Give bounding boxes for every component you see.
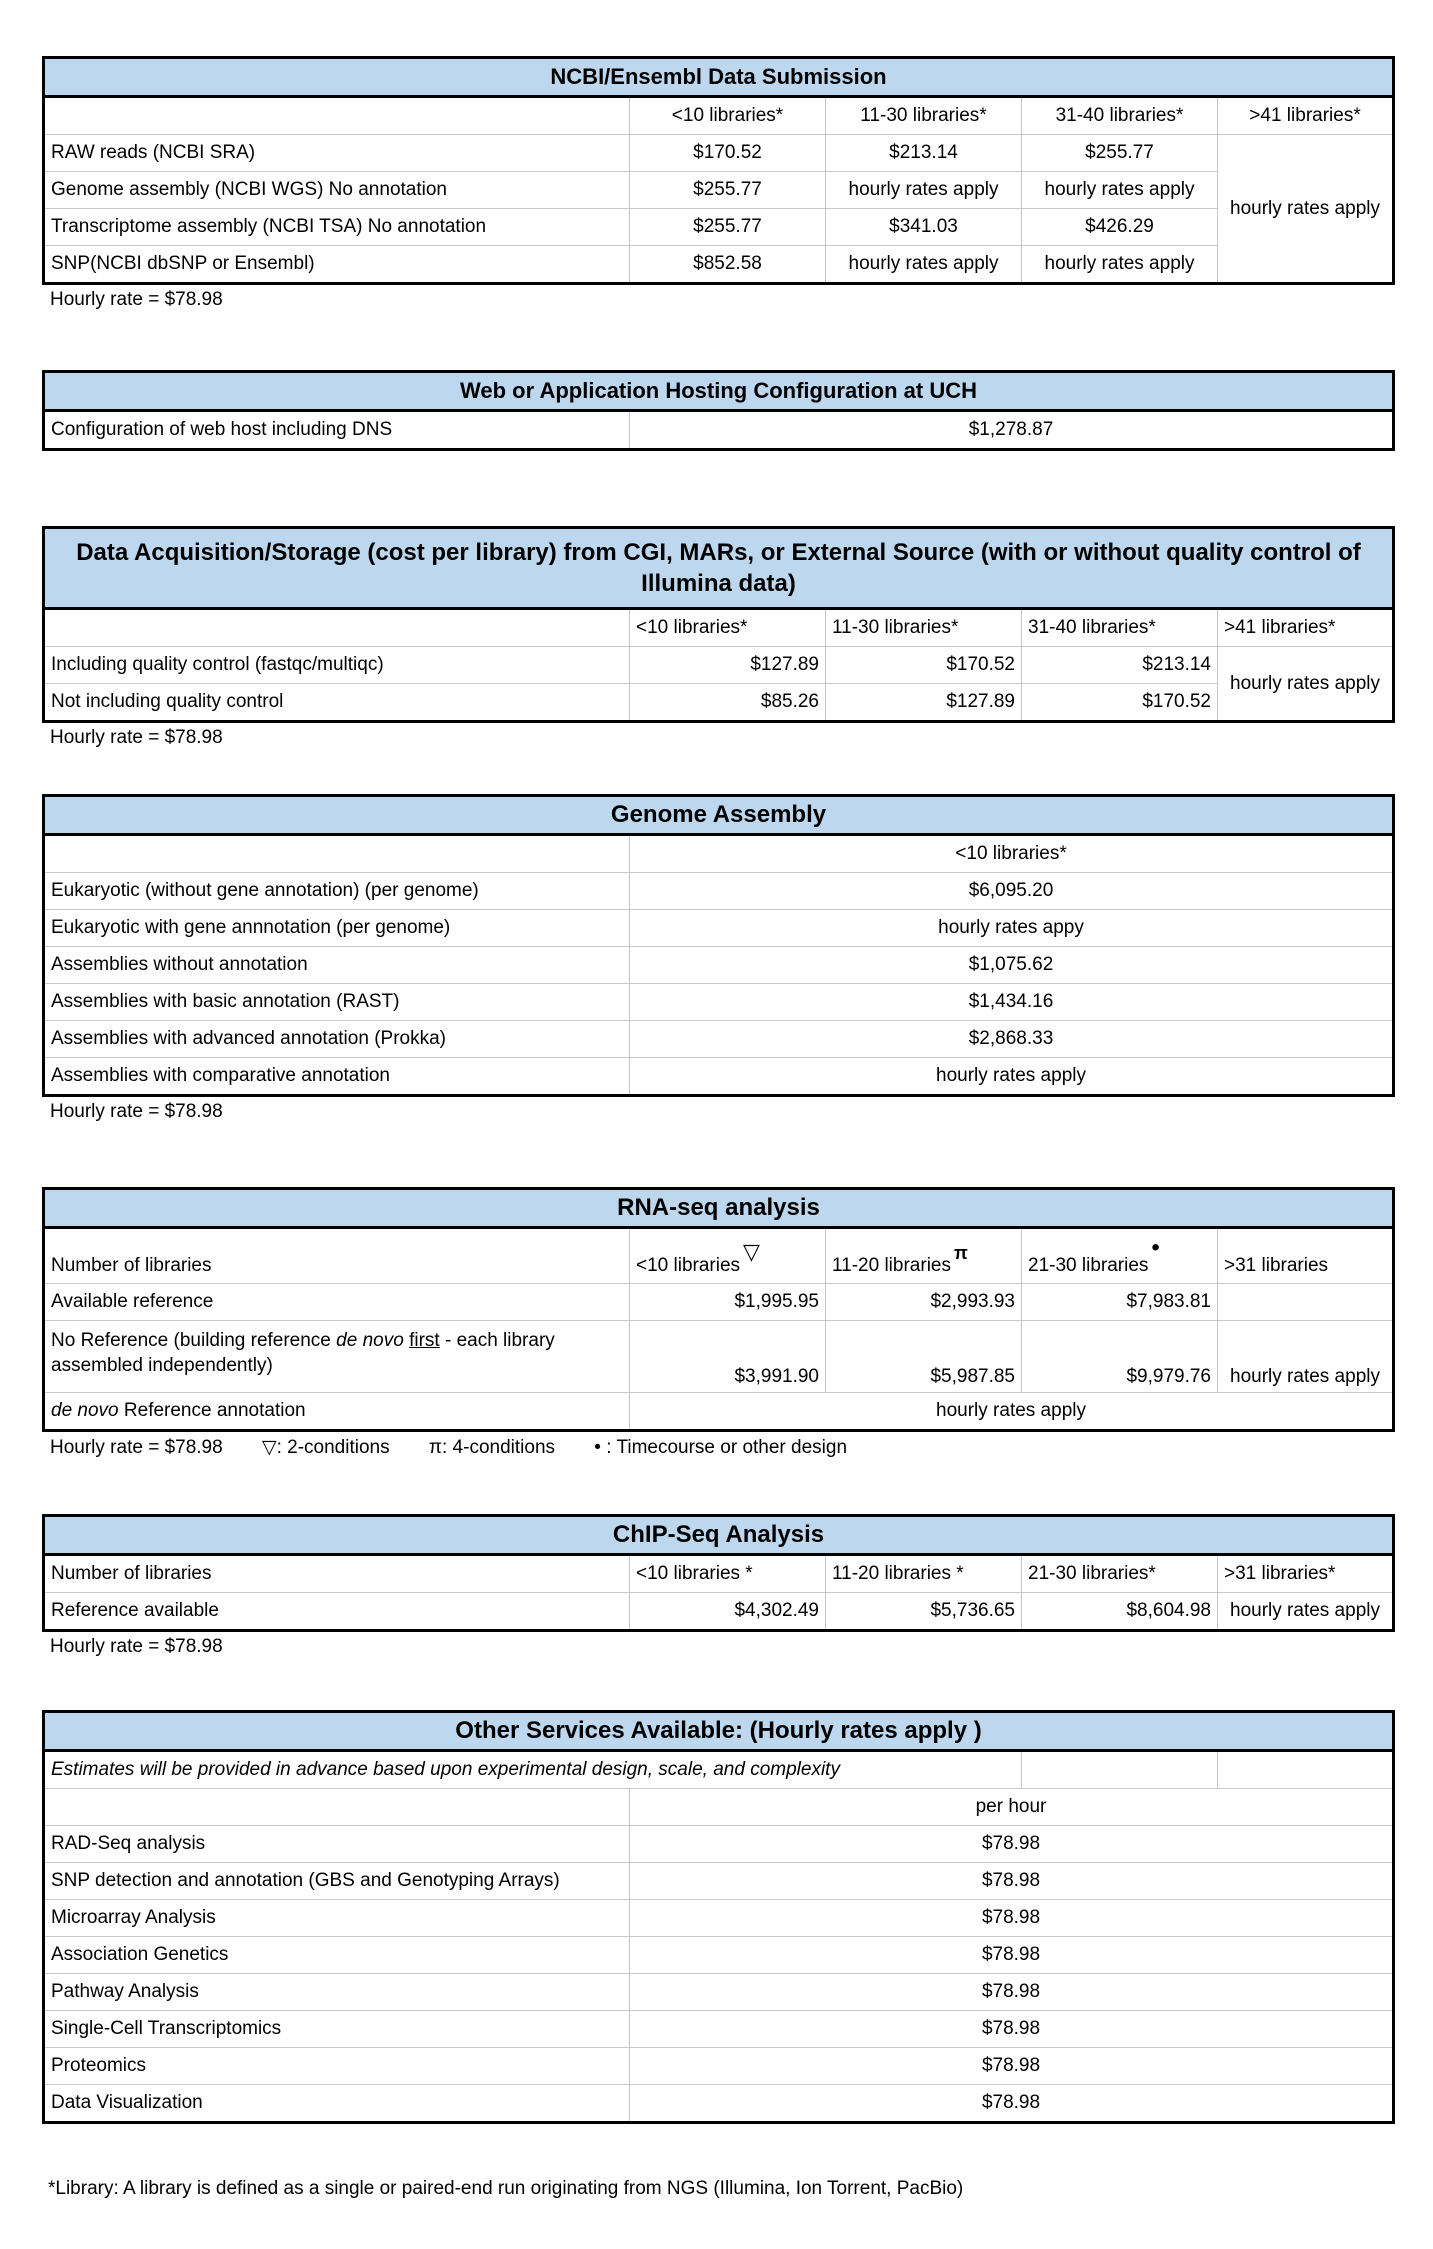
empty-cell — [1218, 1751, 1394, 1789]
label-part: Reference annotation — [118, 1400, 306, 1421]
table-row — [44, 1393, 1394, 1431]
table-row — [44, 172, 1394, 209]
chip-col-3: 21-30 libraries* — [1022, 1555, 1218, 1593]
row-label: Not including quality control — [44, 684, 630, 722]
price-cell: $78.98 — [630, 1974, 1394, 2011]
table-row — [44, 910, 1394, 947]
col-label: 11-20 libraries — [832, 1255, 951, 1276]
ncbi-title: NCBI/Ensembl Data Submission — [44, 58, 1394, 97]
table-row — [44, 984, 1394, 1021]
price-cell: $78.98 — [630, 2048, 1394, 2085]
price-cell: $8,604.98 — [1022, 1593, 1218, 1631]
price-cell: hourly rates apply — [1218, 1593, 1394, 1631]
price-cell: $7,983.81 — [1022, 1284, 1218, 1321]
table-row — [44, 1937, 1394, 1974]
price-cell: $127.89 — [826, 684, 1022, 722]
per-hour-col: per hour — [630, 1789, 1394, 1826]
table-row — [44, 1593, 1394, 1631]
table-row — [44, 246, 1394, 284]
acq-col-3: 31-40 libraries* — [1022, 609, 1218, 647]
price-cell: $85.26 — [630, 684, 826, 722]
label-part: No Reference (building reference — [51, 1330, 337, 1351]
price-cell: $1,995.95 — [630, 1284, 826, 1321]
chipseq-table — [42, 1514, 1395, 1632]
price-cell: $78.98 — [630, 1900, 1394, 1937]
price-cell: $9,979.76 — [1022, 1321, 1218, 1393]
col-label: <10 libraries — [636, 1255, 741, 1276]
row-label: Pathway Analysis — [44, 1974, 630, 2011]
row-label: Association Genetics — [44, 1937, 630, 1974]
table-row — [44, 2011, 1394, 2048]
rnaseq-title: RNA-seq analysis — [44, 1189, 1394, 1228]
rnaseq-col-2 — [826, 1228, 1022, 1284]
hourly-rate-note: Hourly rate = $78.98 — [50, 1636, 223, 1657]
hourly-rate-note: Hourly rate = $78.98 — [50, 1101, 223, 1122]
price-cell: $255.77 — [630, 209, 826, 246]
other-services-table — [42, 1710, 1395, 2124]
rnaseq-col-1 — [630, 1228, 826, 1284]
price-cell: $78.98 — [630, 1937, 1394, 1974]
price-cell: hourly rates apply — [826, 172, 1022, 209]
table-row — [44, 873, 1394, 910]
ncbi-table — [42, 56, 1395, 285]
table-row — [44, 2048, 1394, 2085]
price-cell: $5,736.65 — [826, 1593, 1022, 1631]
price-cell: $6,095.20 — [630, 873, 1394, 910]
price-cell: $3,991.90 — [630, 1321, 826, 1393]
table-row — [44, 1021, 1394, 1058]
table-row — [44, 1974, 1394, 2011]
row-label: Eukaryotic (without gene annotation) (per genome) — [44, 873, 630, 910]
rnaseq-table — [42, 1187, 1395, 1432]
chip-col-1: <10 libraries * — [630, 1555, 826, 1593]
chip-col-4: >31 libraries* — [1218, 1555, 1394, 1593]
empty-cell — [1022, 1751, 1218, 1789]
ncbi-col-1: <10 libraries* — [630, 97, 826, 135]
timecourse-icon: • — [1151, 1234, 1160, 1261]
other-services-section — [42, 1710, 1392, 2124]
row-label: Including quality control (fastqc/multiqc) — [44, 647, 630, 684]
price-cell: $213.14 — [826, 135, 1022, 172]
row-label: RAW reads (NCBI SRA) — [44, 135, 630, 172]
chip-col-2: 11-20 libraries * — [826, 1555, 1022, 1593]
acquisition-title: Data Acquisition/Storage (cost per library) from CGI, MARs, or External Source (with or without quality control of Illumina data) — [44, 528, 1394, 609]
merged-hourly-cell: hourly rates apply — [1218, 135, 1394, 284]
table-row — [44, 684, 1394, 722]
acquisition-table — [42, 526, 1395, 723]
price-cell: $852.58 — [630, 246, 826, 284]
genome-col: <10 libraries* — [630, 835, 1394, 873]
price-cell: $426.29 — [1022, 209, 1218, 246]
row-label: Available reference — [44, 1284, 630, 1321]
row-label: Single-Cell Transcriptomics — [44, 2011, 630, 2048]
genome-section — [42, 794, 1392, 1123]
price-cell: $1,075.62 — [630, 947, 1394, 984]
web-table — [42, 370, 1395, 451]
price-cell: hourly rates appy — [630, 910, 1394, 947]
col-label: 21-30 libraries — [1028, 1255, 1149, 1276]
hourly-rate-note: Hourly rate = $78.98 — [50, 727, 223, 748]
row-label: SNP detection and annotation (GBS and Genotyping Arrays) — [44, 1863, 630, 1900]
table-row — [44, 1284, 1394, 1321]
acq-corner — [44, 609, 630, 647]
row-label: Eukaryotic with gene annnotation (per genome) — [44, 910, 630, 947]
hourly-rate-note: Hourly rate = $78.98 — [50, 289, 223, 310]
table-row — [44, 411, 1394, 450]
rnaseq-header-label: Number of libraries — [44, 1228, 630, 1284]
hourly-rate-note: Hourly rate = $78.98 — [50, 1437, 223, 1458]
label-part: de novo — [51, 1400, 119, 1421]
merged-hourly-cell: hourly rates apply — [1218, 647, 1394, 722]
row-label: SNP(NCBI dbSNP or Ensembl) — [44, 246, 630, 284]
acq-col-1: <10 libraries* — [630, 609, 826, 647]
row-label — [44, 1393, 630, 1431]
ncbi-section — [42, 56, 1392, 311]
row-label: Proteomics — [44, 2048, 630, 2085]
row-label: Assemblies with advanced annotation (Prokka) — [44, 1021, 630, 1058]
price-cell: $5,987.85 — [826, 1321, 1022, 1393]
table-row — [44, 1321, 1394, 1393]
price-cell: $4,302.49 — [630, 1593, 826, 1631]
price-cell: $78.98 — [630, 1826, 1394, 1863]
four-conditions-icon: π — [953, 1243, 968, 1263]
label-part: first — [409, 1330, 440, 1351]
row-label: Transcriptome assembly (NCBI TSA) No annotation — [44, 209, 630, 246]
price-cell: $127.89 — [630, 647, 826, 684]
price-cell: $341.03 — [826, 209, 1022, 246]
row-label — [44, 1321, 630, 1393]
price-cell: hourly rates apply — [630, 1393, 1394, 1431]
price-cell: hourly rates apply — [630, 1058, 1394, 1096]
rnaseq-section — [42, 1187, 1392, 1459]
rnaseq-legend — [42, 1432, 1392, 1459]
table-row — [44, 1058, 1394, 1096]
web-title: Web or Application Hosting Configuration at UCH — [44, 372, 1394, 411]
legend-two-conditions: ▽: 2-conditions — [261, 1437, 390, 1458]
row-label: Data Visualization — [44, 2085, 630, 2123]
acq-col-2: 11-30 libraries* — [826, 609, 1022, 647]
table-row — [44, 2085, 1394, 2123]
price-cell: $255.77 — [630, 172, 826, 209]
price-cell: $2,993.93 — [826, 1284, 1022, 1321]
row-label: Assemblies without annotation — [44, 947, 630, 984]
row-label: Reference available — [44, 1593, 630, 1631]
ncbi-col-4: >41 libraries* — [1218, 97, 1394, 135]
other-corner — [44, 1789, 630, 1826]
legend-timecourse: • : Timecourse or other design — [594, 1437, 848, 1458]
table-row — [44, 1826, 1394, 1863]
price-cell: hourly rates apply — [1022, 246, 1218, 284]
chipseq-section — [42, 1514, 1392, 1658]
price-cell: $1,434.16 — [630, 984, 1394, 1021]
library-footnote: *Library: A library is defined as a single or paired-end run originating from NGS (Illumina, Ion Torrent, PacBio) — [48, 2178, 964, 2199]
table-row — [44, 947, 1394, 984]
two-conditions-icon: ▽ — [743, 1239, 760, 1264]
price-cell: $2,868.33 — [630, 1021, 1394, 1058]
table-row — [44, 209, 1394, 246]
rnaseq-col-4: >31 libraries — [1218, 1228, 1394, 1284]
price-cell: $170.52 — [826, 647, 1022, 684]
chip-header-label: Number of libraries — [44, 1555, 630, 1593]
price-cell: $170.52 — [1022, 684, 1218, 722]
acq-col-4: >41 libraries* — [1218, 609, 1394, 647]
row-label: Microarray Analysis — [44, 1900, 630, 1937]
price-cell: $255.77 — [1022, 135, 1218, 172]
legend-four-conditions: π: 4-conditions — [428, 1437, 556, 1458]
other-services-title: Other Services Available: (Hourly rates apply ) — [44, 1712, 1394, 1751]
label-part: - each library assembled independently) — [51, 1330, 555, 1376]
genome-title: Genome Assembly — [44, 796, 1394, 835]
price-cell: $78.98 — [630, 2085, 1394, 2123]
chipseq-title: ChIP-Seq Analysis — [44, 1516, 1394, 1555]
row-label: Assemblies with comparative annotation — [44, 1058, 630, 1096]
price-cell: $78.98 — [630, 1863, 1394, 1900]
price-cell: $1,278.87 — [630, 411, 1394, 450]
table-row — [44, 1900, 1394, 1937]
web-section — [42, 370, 1392, 451]
price-cell: $170.52 — [630, 135, 826, 172]
price-cell: hourly rates apply — [1218, 1321, 1394, 1393]
other-services-subtitle: Estimates will be provided in advance based upon experimental design, scale, and complexity — [44, 1751, 1022, 1789]
ncbi-col-3: 31-40 libraries* — [1022, 97, 1218, 135]
rnaseq-col-3 — [1022, 1228, 1218, 1284]
price-cell: $78.98 — [630, 2011, 1394, 2048]
price-cell: hourly rates apply — [826, 246, 1022, 284]
ncbi-col-2: 11-30 libraries* — [826, 97, 1022, 135]
table-row — [44, 135, 1394, 172]
ncbi-corner — [44, 97, 630, 135]
row-label: RAD-Seq analysis — [44, 1826, 630, 1863]
label-part: de novo — [336, 1330, 404, 1351]
table-row — [44, 1863, 1394, 1900]
table-row — [44, 647, 1394, 684]
genome-table — [42, 794, 1395, 1097]
empty-cell — [1218, 1284, 1394, 1321]
price-cell: $213.14 — [1022, 647, 1218, 684]
row-label: Configuration of web host including DNS — [44, 411, 630, 450]
genome-corner — [44, 835, 630, 873]
row-label: Genome assembly (NCBI WGS) No annotation — [44, 172, 630, 209]
acquisition-section — [42, 526, 1392, 749]
row-label: Assemblies with basic annotation (RAST) — [44, 984, 630, 1021]
price-cell: hourly rates apply — [1022, 172, 1218, 209]
